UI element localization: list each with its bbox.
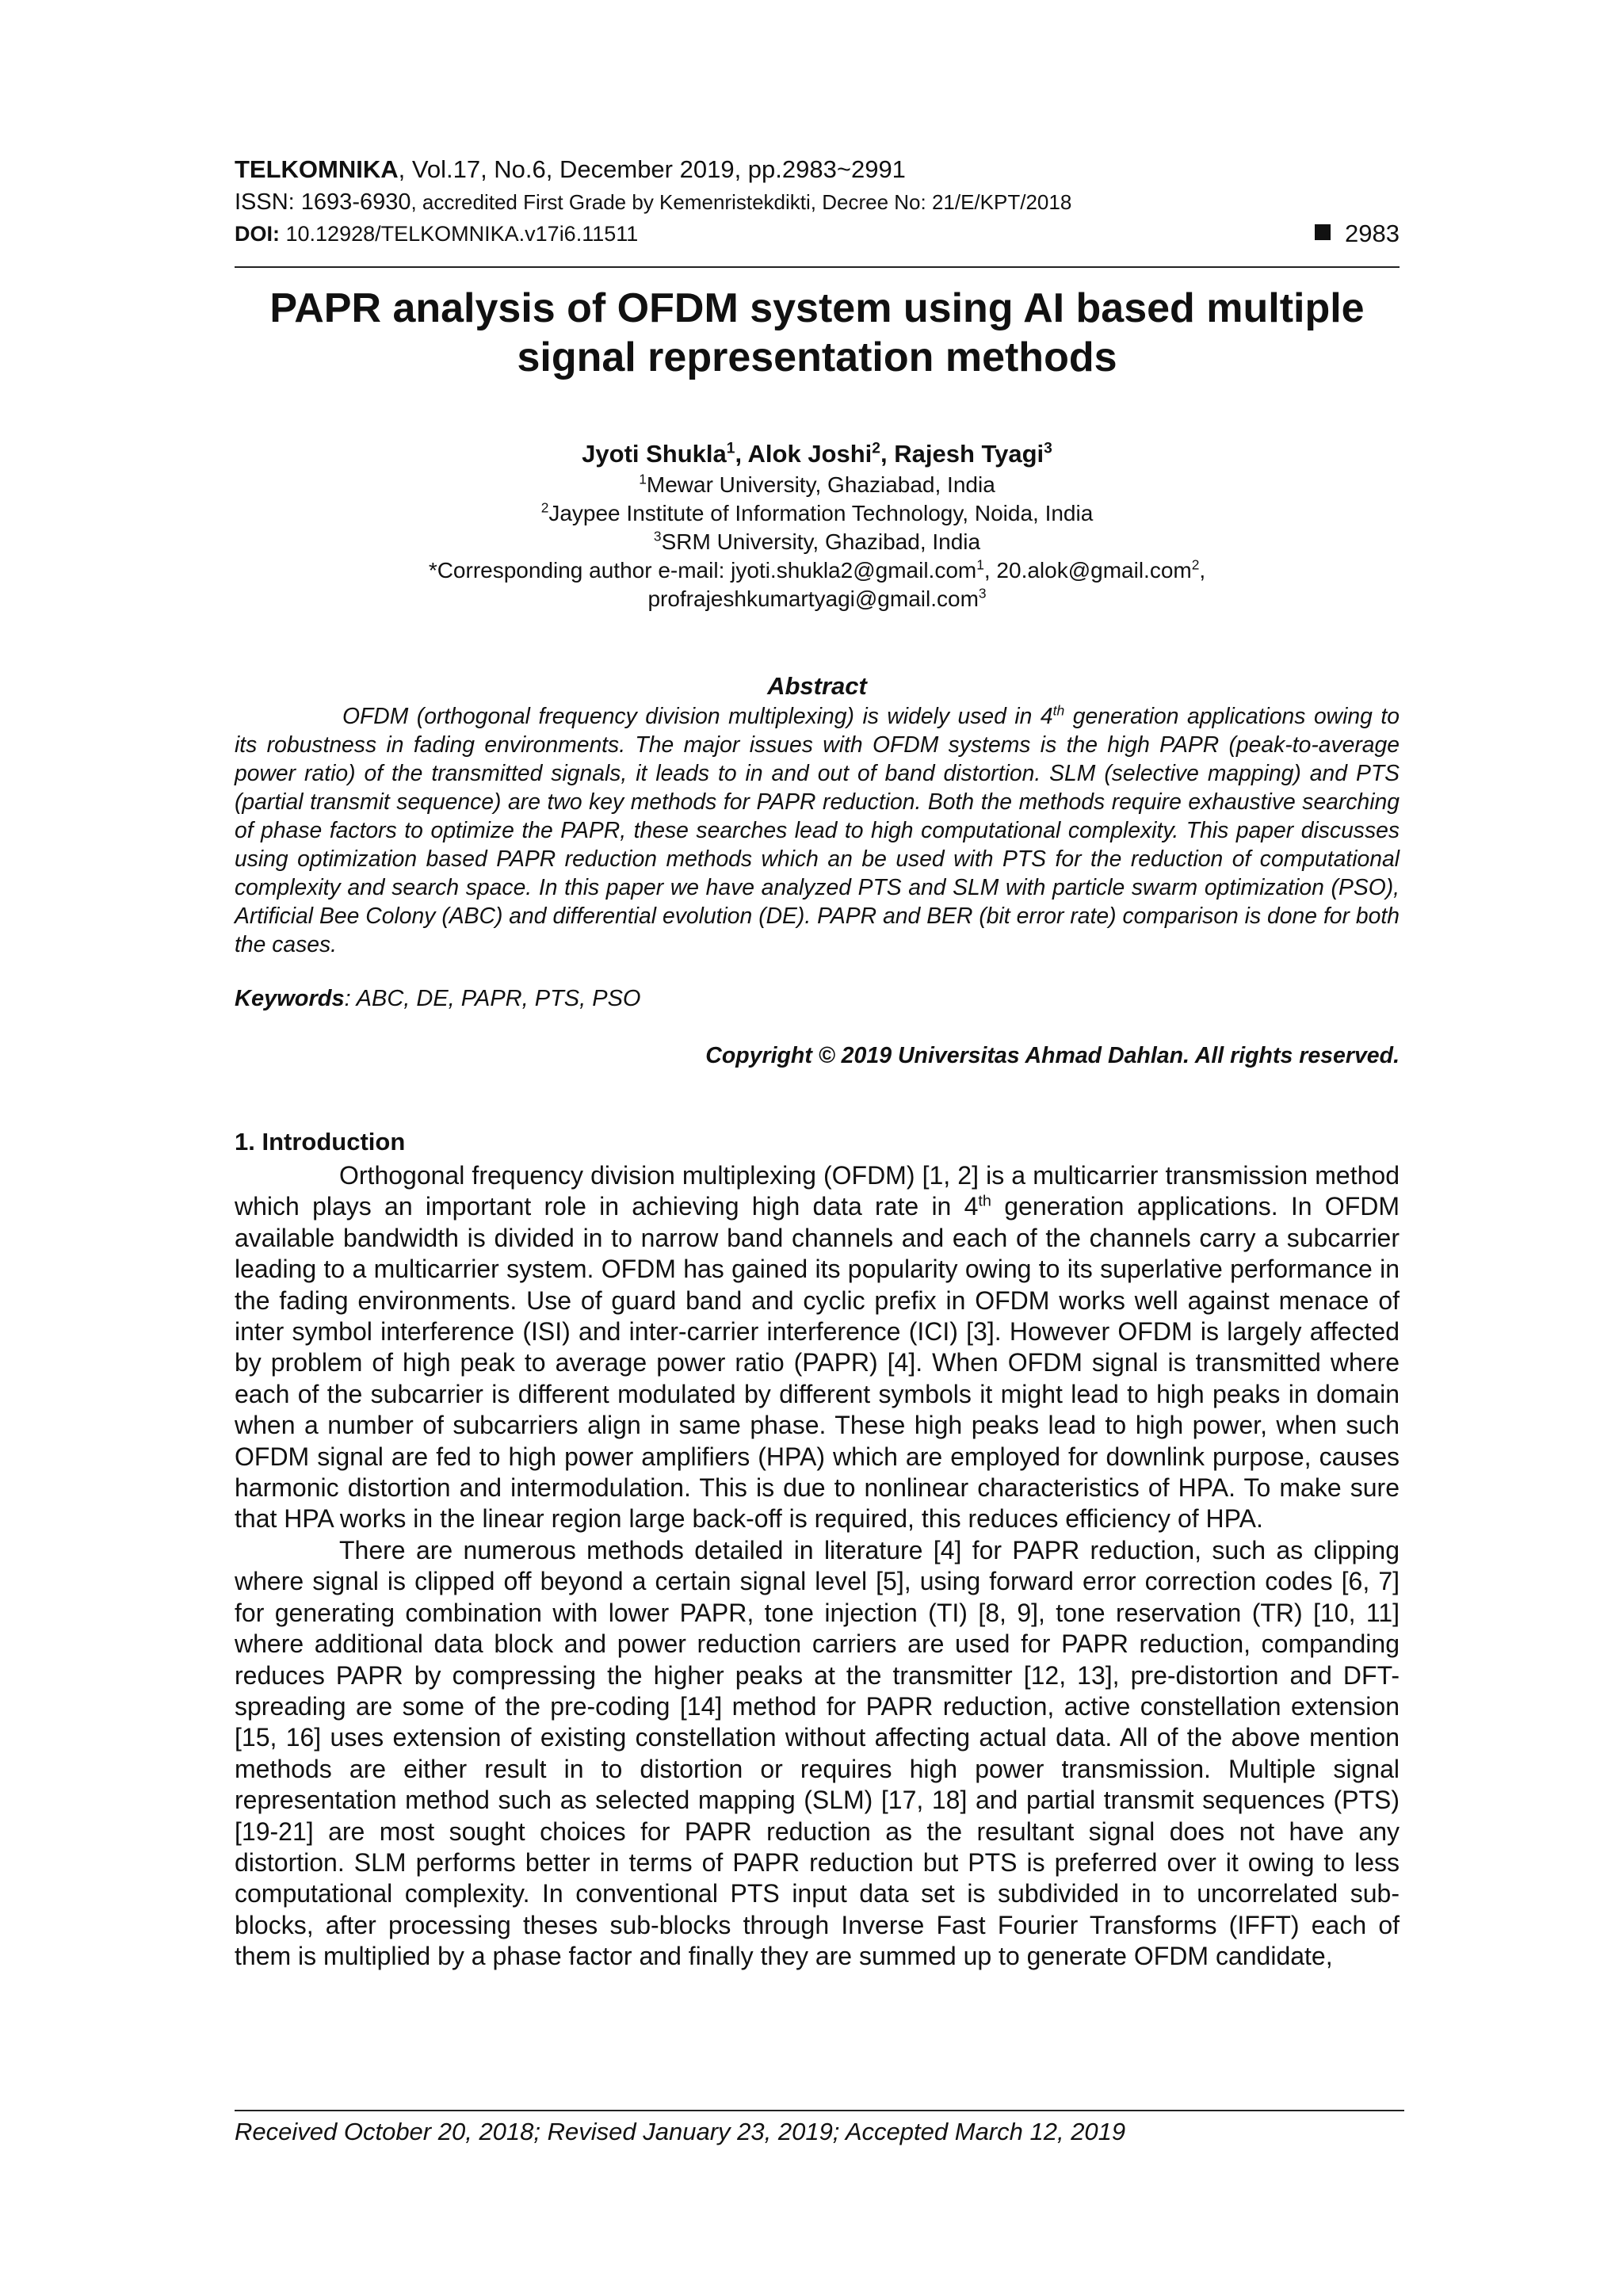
section-body bbox=[235, 1160, 1400, 1973]
header-rule bbox=[235, 266, 1400, 268]
affiliation-text: Jaypee Institute of Information Technology, Noida, India bbox=[548, 501, 1094, 525]
paragraph: There are numerous methods detailed in literature [4] for PAPR reduction, such as clipping where signal is clipped off beyond a certain signal level [5], using forward error correction codes [6, 7] for generating combination with lower PAPR, tone injection (TI) [8, 9], tone reservation (TR) [10, 11] where additional data block and power reduction carriers are used for PAPR reduction, companding reduces PAPR by compressing the higher peaks at the transmitter [12, 13], pre-distortion and DFT-spreading are some of the pre-coding [14] method for PAPR reduction, active constellation extension [15, 16] uses extension of existing constellation without affecting actual data. All of the above mention methods are either result in to distortion or requires high power transmission. Multiple signal representation method such as selected mapping (SLM) [17, 18] and partial transmit sequences (PTS) [19-21] are most sought choices for PAPR reduction as the resultant signal does not have any distortion. SLM performs better in terms of PAPR reduction but PTS is preferred over it owing to less computational complexity. In conventional PTS input data set is subdivided in to uncorrelated sub-blocks, after processing theses sub-blocks through Inverse Fast Fourier Transforms (IFFT) each of them is multiplied by a phase factor and finally they are summed up to generate OFDM candidate, bbox=[235, 1535, 1400, 1971]
page-number-value: 2983 bbox=[1345, 220, 1400, 247]
author-name: Jyoti Shukla bbox=[582, 440, 727, 468]
abstract-text: OFDM (orthogonal frequency division multiplexing) is widely used in 4 bbox=[342, 703, 1053, 728]
keywords-list: : ABC, DE, PAPR, PTS, PSO bbox=[344, 986, 641, 1011]
paper-title: PAPR analysis of OFDM system using AI based multiple signal representation methods bbox=[269, 285, 1365, 380]
journal-name: TELKOMNIKA bbox=[235, 155, 399, 183]
paragraph-text: generation applications. In OFDM available bandwidth is divided in to narrow band channels and each of the channels carry a subcarrier leading to a multicarrier system. OFDM has gained its popularity owing to its superlative performance in the fading environments. Use of guard band and cyclic prefix in OFDM works well against menace of inter symbol interference (ISI) and inter-carrier interference (ICI) [3]. However OFDM is largely affected by problem of high peak to average power ratio (PAPR) [4]. When OFDM signal is transmitted where each of the subcarrier is different modulated by different symbols it might lead to high peaks in domain when a number of subcarriers align in same phase. These high peaks lead to high power, when such OFDM signal are fed to high power amplifiers (HPA) which are employed for downlink purpose, causes harmonic distortion and intermodulation. This is due to nonlinear characteristics of HPA. To make sure that HPA works in the linear region large back-off is required, this reduces efficiency of HPA. bbox=[235, 1192, 1400, 1534]
ordinal-suffix: th bbox=[1052, 702, 1065, 719]
affiliation-text: SRM University, Ghazibad, India bbox=[661, 529, 981, 554]
email-mark: 2 bbox=[1191, 556, 1200, 573]
section-heading: 1. Introduction bbox=[235, 1128, 406, 1156]
paragraph-text: Orthogonal frequency division multiplexing (OFDM) [1, 2] is a multicarrier transmission method which plays an important role in achieving high data rate in 4 bbox=[235, 1161, 1400, 1221]
corresponding-author bbox=[235, 556, 1400, 585]
author-affiliation-mark: 1 bbox=[726, 440, 735, 457]
abstract-heading: Abstract bbox=[767, 672, 867, 700]
email-mark: 1 bbox=[976, 556, 984, 573]
doi-line bbox=[235, 220, 1400, 247]
paragraph bbox=[235, 1160, 1400, 1535]
issn-label: ISSN: 1693-6930 bbox=[235, 189, 411, 215]
corresponding-email: profrajeshkumartyagi@gmail.com bbox=[647, 586, 979, 611]
affiliation bbox=[235, 471, 1400, 499]
abstract-text: generation applications owing to its robustness in fading environments. The major issues with OFDM systems is the high PAPR (peak-to-average power ratio) of the transmitted signals, it leads to in and out of band distortion. SLM (selective mapping) and PTS (partial transmit sequence) are two key methods for PAPR reduction. Both the methods require exhaustive searching of phase factors to optimize the PAPR, these searches lead to high computational complexity. This paper discusses using optimization based PAPR reduction methods which an be used with PTS for the reduction of computational complexity and search space. In this paper we have analyzed PTS and SLM with particle swarm optimization (PSO), Artificial Bee Colony (ABC) and differential evolution (DE). PAPR and BER (bit error rate) comparison is done for both the cases. bbox=[235, 703, 1400, 957]
ordinal-suffix: th bbox=[978, 1192, 991, 1210]
affiliation-mark: 3 bbox=[653, 528, 662, 544]
corresponding-email: , 20.alok@gmail.com bbox=[983, 558, 1192, 583]
affiliation bbox=[235, 499, 1400, 528]
keywords bbox=[235, 986, 640, 1012]
journal-header bbox=[235, 156, 1400, 183]
corresponding-author-line2 bbox=[235, 585, 1400, 613]
keywords-label: Keywords bbox=[235, 986, 345, 1011]
author-name: Alok Joshi bbox=[747, 440, 873, 468]
copyright-notice: Copyright © 2019 Universitas Ahmad Dahlan. All rights reserved. bbox=[705, 1043, 1400, 1068]
separator: , bbox=[1199, 558, 1206, 583]
square-bullet-icon bbox=[1315, 224, 1331, 240]
author-affiliation-mark: 3 bbox=[1044, 440, 1052, 457]
issn-line bbox=[235, 189, 1400, 216]
author-list: Jyoti Shukla$^1$, Alok Joshi$^2$, Rajesh Tyagi$^3$ bbox=[582, 440, 1052, 468]
corresponding-email: *Corresponding author e-mail: jyoti.shukla2@gmail.com bbox=[428, 558, 977, 583]
journal-volume-info: , Vol.17, No.6, December 2019, pp.2983~2991 bbox=[398, 155, 906, 183]
page-number bbox=[1315, 220, 1400, 247]
author-affiliation-mark: 2 bbox=[872, 440, 880, 457]
footer-rule bbox=[235, 2110, 1404, 2111]
issn-accreditation: , accredited First Grade by Kemenristekdikti, Decree No: 21/E/KPT/2018 bbox=[411, 190, 1072, 214]
affiliation-text: Mewar University, Ghaziabad, India bbox=[646, 472, 995, 497]
affiliation-mark: 2 bbox=[540, 499, 549, 516]
affiliation bbox=[235, 528, 1400, 556]
email-mark: 3 bbox=[978, 585, 987, 602]
received-dates: Received October 20, 2018; Revised January 23, 2019; Accepted March 12, 2019 bbox=[235, 2118, 1126, 2145]
abstract-body bbox=[235, 701, 1400, 958]
doi-value: 10.12928/TELKOMNIKA.v17i6.11511 bbox=[280, 222, 639, 246]
doi-label: DOI: bbox=[235, 222, 280, 246]
author-name: Rajesh Tyagi bbox=[894, 440, 1044, 468]
affiliation-mark: 1 bbox=[639, 471, 647, 487]
